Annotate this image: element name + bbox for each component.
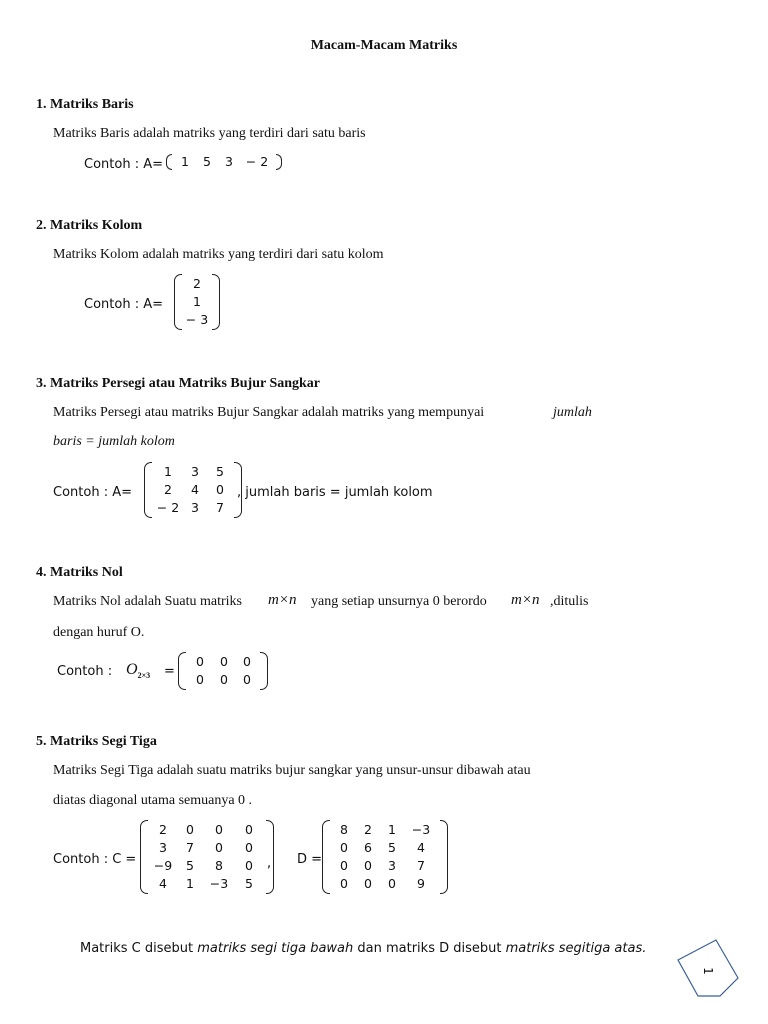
section-2-example-label: Contoh : A= <box>84 297 163 312</box>
matrix-cell: 0 <box>220 654 228 669</box>
matrix-cell: 4 <box>159 876 167 891</box>
matrix-cell: 2 <box>164 482 172 497</box>
matrix-cell: −9 <box>153 858 173 873</box>
equals-sign: = <box>164 664 175 679</box>
matrix-cell: 5 <box>203 154 211 169</box>
section-4-text-2: yang setiap unsurnya 0 berordo <box>311 594 487 609</box>
section-1-text: Matriks Baris adalah matriks yang terdiri dari satu baris <box>53 126 366 141</box>
matrix-cell: 0 <box>364 876 372 891</box>
section-5-example-label: Contoh : C = <box>53 852 137 867</box>
section-3-text-italic-2: baris = jumlah kolom <box>53 434 175 449</box>
zero-matrix <box>178 652 268 690</box>
d-matrix <box>322 820 448 894</box>
matrix-cell: 3 <box>191 500 199 515</box>
c-matrix <box>140 820 274 894</box>
page-number-tag <box>676 938 740 998</box>
m-by-n-2: m×n <box>511 592 540 608</box>
section-1-example-label: Contoh : A= <box>84 157 163 172</box>
section-5-line-1: Matriks Segi Tiga adalah suatu matriks bujur sangkar yang unsur-unsur dibawah atau <box>53 763 531 778</box>
matrix-cell: 8 <box>340 822 348 837</box>
row-matrix <box>166 154 282 170</box>
matrix-cell: 7 <box>216 500 224 515</box>
matrix-cell: 0 <box>216 482 224 497</box>
matrix-cell: 0 <box>245 822 253 837</box>
matrix-cell: 0 <box>340 840 348 855</box>
matrix-cell: −3 <box>411 822 431 837</box>
matrix-cell: 0 <box>196 654 204 669</box>
square-matrix <box>144 462 242 518</box>
matrix-cell: 0 <box>220 672 228 687</box>
matrix-cell: 2 <box>159 822 167 837</box>
matrix-cell: 7 <box>417 858 425 873</box>
section-4-text-3: ,ditulis <box>550 594 589 609</box>
matrix-cell: 0 <box>340 858 348 873</box>
matrix-cell: 0 <box>243 654 251 669</box>
matrix-cell: 3 <box>159 840 167 855</box>
matrix-cell: 0 <box>245 858 253 873</box>
matrix-cell: 1 <box>181 154 189 169</box>
section-4-line-2: dengan huruf O. <box>53 625 145 640</box>
column-matrix <box>174 274 220 330</box>
zero-matrix-symbol: $O_{2\times 3}$ <box>126 661 151 681</box>
matrix-cell: 3 <box>388 858 396 873</box>
section-5-heading: 5. Matriks Segi Tiga <box>36 734 157 749</box>
matrix-cell: 5 <box>388 840 396 855</box>
d-matrix-label: D = <box>297 852 323 867</box>
matrix-cell: 1 <box>186 876 194 891</box>
section-3-heading: 3. Matriks Persegi atau Matriks Bujur Sangkar <box>36 376 321 391</box>
matrix-cell: 0 <box>243 672 251 687</box>
page-number: 1 <box>700 967 715 975</box>
section-1-heading: 1. Matriks Baris <box>36 97 134 112</box>
section-4-text-1: Matriks Nol adalah Suatu matriks <box>53 594 242 609</box>
matrix-cell: 8 <box>215 858 223 873</box>
matrix-cell: − 2 <box>245 154 269 169</box>
matrix-cell: 4 <box>417 840 425 855</box>
section-3-after-text: , jumlah baris = jumlah kolom <box>237 485 433 500</box>
section-4-example-label: Contoh : <box>57 664 113 679</box>
matrix-cell: 9 <box>417 876 425 891</box>
matrix-cell: 3 <box>191 464 199 479</box>
section-4-heading: 4. Matriks Nol <box>36 565 123 580</box>
section-5-line-2: diatas diagonal utama semuanya 0 . <box>53 793 253 808</box>
matrix-cell: 2 <box>364 822 372 837</box>
matrix-cell: − 2 <box>156 500 180 515</box>
section-3-text: Matriks Persegi atau matriks Bujur Sangkar adalah matriks yang mempunyai <box>53 405 485 420</box>
matrix-cell: − 3 <box>185 312 209 327</box>
matrix-cell: 0 <box>196 672 204 687</box>
page-title: Macam-Macam Matriks <box>310 38 458 53</box>
matrix-cell: 0 <box>215 822 223 837</box>
section-2-text: Matriks Kolom adalah matriks yang terdiri dari satu kolom <box>53 247 384 262</box>
matrix-cell: 0 <box>340 876 348 891</box>
matrix-cell: 4 <box>191 482 199 497</box>
matrix-cell: 2 <box>193 276 201 291</box>
matrix-cell: 7 <box>186 840 194 855</box>
matrix-cell: 1 <box>164 464 172 479</box>
matrix-cell: 0 <box>364 858 372 873</box>
matrix-cell: 0 <box>186 822 194 837</box>
matrix-separator-comma: , <box>267 856 272 871</box>
section-2-heading: 2. Matriks Kolom <box>36 218 143 233</box>
matrix-cell: 1 <box>193 294 201 309</box>
m-by-n-1: m×n <box>268 592 297 608</box>
matrix-cell: 5 <box>216 464 224 479</box>
matrix-cell: 0 <box>245 840 253 855</box>
matrix-cell: −3 <box>209 876 229 891</box>
section-3-example-label: Contoh : A= <box>53 485 132 500</box>
matrix-cell: 0 <box>215 840 223 855</box>
section-3-text-italic: jumlah <box>553 405 592 420</box>
matrix-cell: 6 <box>364 840 372 855</box>
matrix-cell: 5 <box>186 858 194 873</box>
matrix-cell: 0 <box>388 876 396 891</box>
matrix-cell: 5 <box>245 876 253 891</box>
section-5-summary: Matriks C disebut matriks segi tiga bawah dan matriks D disebut matriks segitiga atas. <box>80 941 647 956</box>
matrix-cell: 1 <box>388 822 396 837</box>
matrix-cell: 3 <box>225 154 233 169</box>
